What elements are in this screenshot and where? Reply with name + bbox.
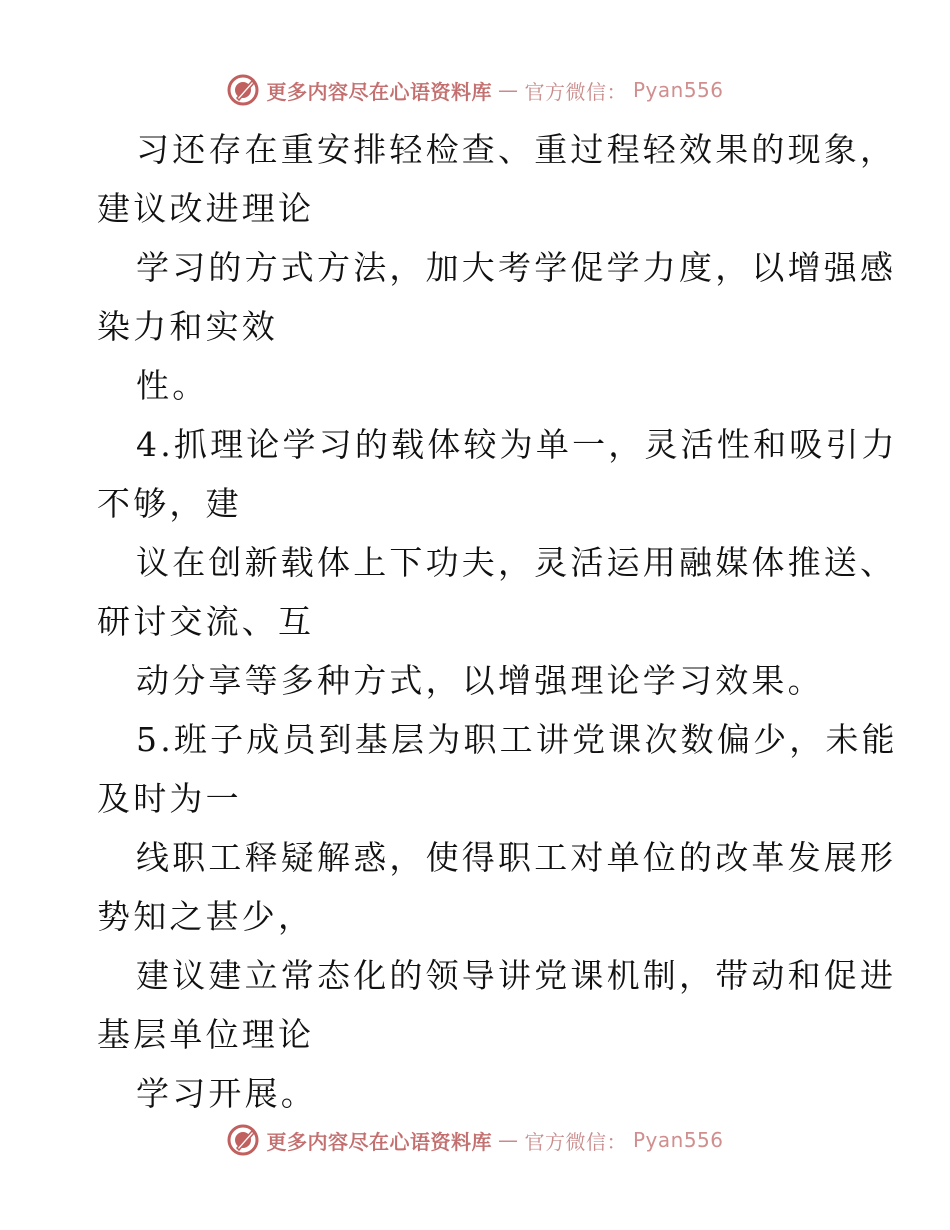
pen-logo-icon xyxy=(226,1123,260,1157)
text-line: 动分享等多种方式，以增强理论学习效果。 xyxy=(136,661,824,700)
document-body xyxy=(97,120,898,1123)
text-line: 及时为一 xyxy=(97,779,242,818)
text-line: 学习的方式方法，加大考学促学力度，以增强感 xyxy=(136,248,897,287)
header-watermark xyxy=(0,70,950,110)
watermark-main-text: 更多内容尽在心语资料库 xyxy=(266,1129,492,1154)
text-line: 不够，建 xyxy=(97,484,242,523)
text-line: 性。 xyxy=(136,366,209,405)
text-line: 研讨交流、互 xyxy=(97,602,315,641)
watermark-wechat-id: Pyan556 xyxy=(632,78,724,102)
text-line: 学习开展。 xyxy=(136,1074,317,1113)
text-line: 线职工释疑解惑，使得职工对单位的改革发展形 xyxy=(136,838,897,877)
watermark-dash: — xyxy=(497,78,519,102)
text-line: 势知之甚少， xyxy=(97,897,315,936)
text-line: 4.抓理论学习的载体较为单一，灵活性和吸引力 xyxy=(136,425,898,464)
pen-logo-icon xyxy=(226,73,260,107)
watermark-main-text: 更多内容尽在心语资料库 xyxy=(266,79,492,104)
text-line: 议在创新载体上下功夫，灵活运用融媒体推送、 xyxy=(136,543,897,582)
text-line: 基层单位理论 xyxy=(97,1015,315,1054)
footer-watermark xyxy=(0,1120,950,1160)
text-line: 5.班子成员到基层为职工讲党课次数偏少，未能 xyxy=(136,720,898,759)
text-line: 建议改进理论 xyxy=(97,189,315,228)
watermark-dash: — xyxy=(497,1128,519,1152)
text-line: 习还存在重安排轻检查、重过程轻效果的现象， xyxy=(136,130,897,169)
watermark-sub-text: 官方微信： xyxy=(524,79,627,104)
watermark-sub-text: 官方微信： xyxy=(524,1129,627,1154)
text-line: 建议建立常态化的领导讲党课机制，带动和促进 xyxy=(136,956,897,995)
text-line: 染力和实效 xyxy=(97,307,278,346)
watermark-wechat-id: Pyan556 xyxy=(632,1128,724,1152)
